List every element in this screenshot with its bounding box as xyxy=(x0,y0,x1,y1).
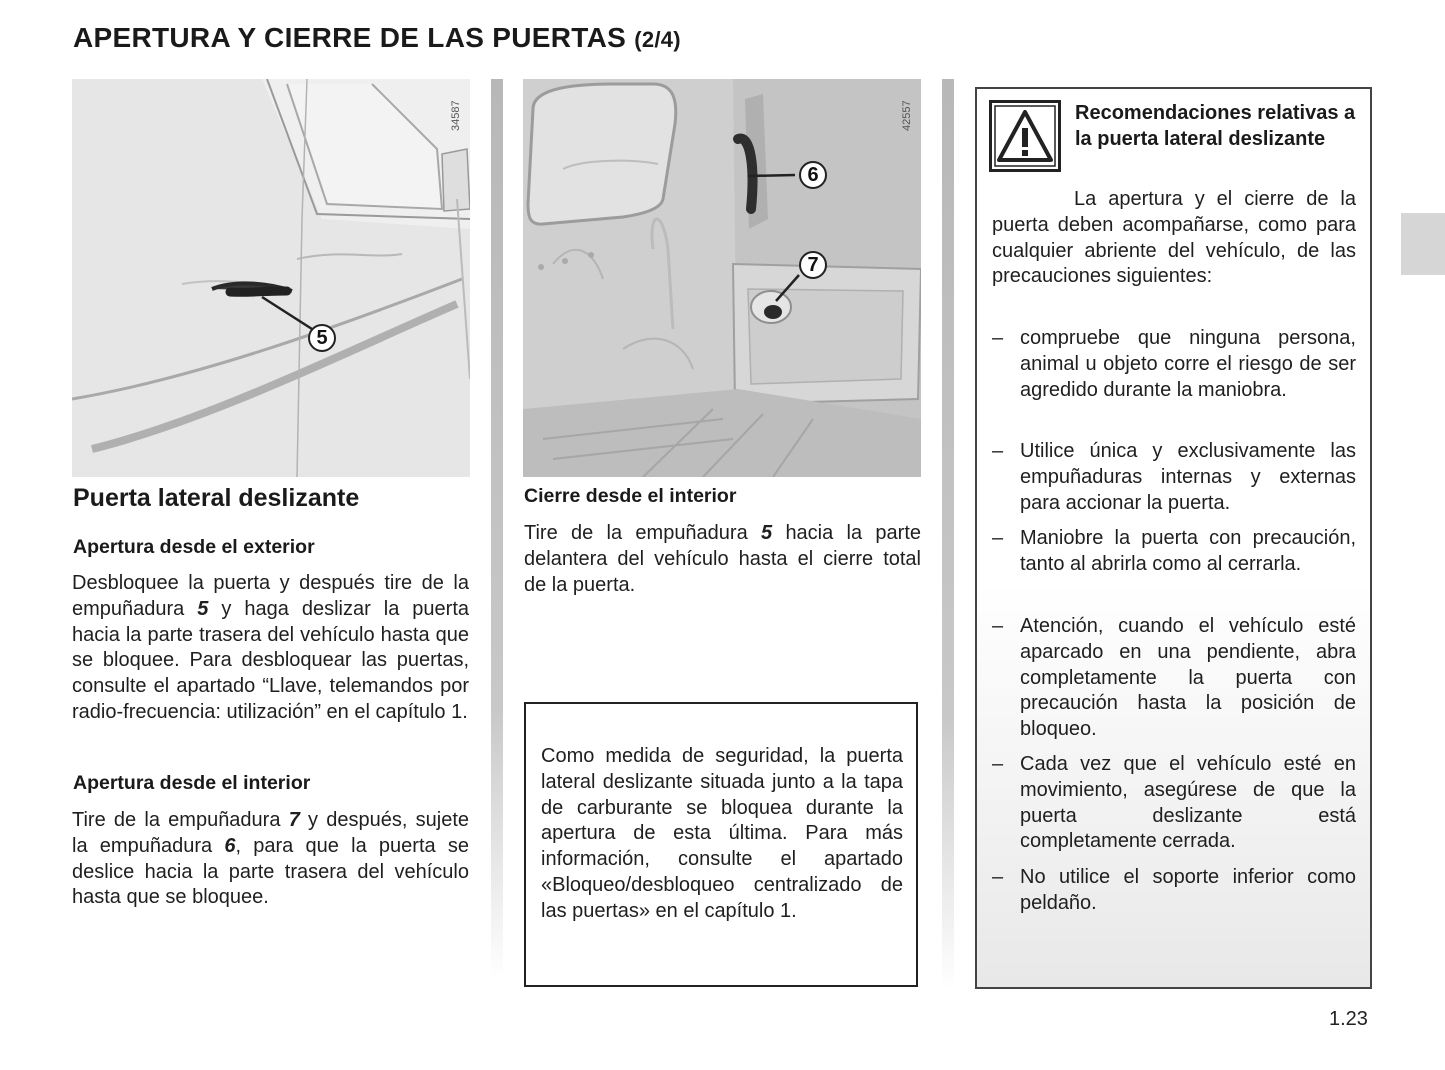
text-run: Tire de la empuñadura xyxy=(524,522,762,544)
text-run: hacia la parte delantera del vehículo hasta el cierre total de la puerta. xyxy=(524,522,921,596)
list-dash: – xyxy=(992,615,1004,637)
warning-intro xyxy=(992,187,1356,290)
paragraph-interior-opening xyxy=(72,808,469,911)
figure-exterior-door xyxy=(72,79,470,477)
page-title-text: APERTURA Y CIERRE DE LAS PUERTAS xyxy=(73,22,627,53)
subheading-interior-closing: Cierre desde el interior xyxy=(524,485,737,507)
safety-note-text: Como medida de seguridad, la puerta lateral deslizante situada junto a la tapa de carburante se bloquea durante la apertura de esta última. Para más información, consulte el apartado «Bloqueo/desbloqueo centralizado de las puertas» en el capítulo 1. xyxy=(541,745,903,922)
warning-list-item xyxy=(992,865,1356,917)
warning-title: Recomendaciones relativas a la puerta lateral deslizante xyxy=(1075,102,1356,150)
handle-ref-5: 5 xyxy=(761,522,773,544)
page-title-suffix: (2/4) xyxy=(634,27,681,52)
handle-ref-5: 5 xyxy=(197,597,209,620)
exterior-door-illustration xyxy=(72,79,470,477)
figure-id-middle: 42557 xyxy=(901,100,913,131)
list-item-text: Utilice única y exclusivamente las empuñaduras internas y externas para accionar la puerta. xyxy=(1020,440,1356,514)
list-item-text: No utilice el soporte inferior como peldaño. xyxy=(1020,866,1356,914)
figure-id-left: 34587 xyxy=(450,100,462,131)
text-run: , para que la puerta se deslice hacia la parte trasera del vehículo hasta que se bloquee. xyxy=(72,834,469,909)
handle-ref-7: 7 xyxy=(288,809,300,831)
handle-ref-6: 6 xyxy=(224,834,236,857)
warning-list-item xyxy=(992,326,1356,403)
paragraph-exterior-opening xyxy=(72,571,469,726)
list-dash: – xyxy=(992,440,1004,462)
text-run: y después, sujete la empuñadura xyxy=(72,809,469,857)
chapter-tab-marker xyxy=(1401,213,1445,275)
subheading-exterior-opening: Apertura desde el exterior xyxy=(73,536,315,558)
list-dash: – xyxy=(992,527,1004,549)
list-dash: – xyxy=(992,753,1004,775)
text-run: y haga deslizar la puerta hacia la parte trasera del vehículo hasta que se bloquee. Para desbloquear las puertas, consulte el apartado “Llave, telemandos por radio-frecuencia: utilización” en el capítulo 1. xyxy=(72,597,469,723)
callout-7: 7 xyxy=(799,251,827,279)
page-title xyxy=(73,22,681,54)
column-divider-right xyxy=(942,79,954,989)
warning-intro-text: La apertura y el cierre de la puerta deben acompañarse, como para cualquier abriente del vehículo, de las precauciones siguientes: xyxy=(992,188,1356,288)
page-number: 1.23 xyxy=(1329,1008,1368,1030)
column-divider-left xyxy=(491,79,503,979)
list-dash: – xyxy=(992,327,1004,349)
callout-6: 6 xyxy=(799,161,827,189)
list-dash: – xyxy=(992,866,1004,888)
warning-list-item xyxy=(992,439,1356,516)
figure-interior-door xyxy=(523,79,921,477)
warning-list-item xyxy=(992,614,1356,743)
list-item-text: Cada vez que el vehículo esté en movimiento, asegúrese de que la puerta deslizante está completamente cerrada. xyxy=(1020,753,1356,853)
list-item-text: Atención, cuando el vehículo esté aparcado en una pendiente, abra completamente la puerta con precaución hasta la posición de bloqueo. xyxy=(1020,615,1356,741)
text-run: Tire de la empuñadura xyxy=(72,809,289,831)
interior-door-illustration xyxy=(523,79,921,477)
list-item-text: Maniobre la puerta con precaución, tanto al abrirla como al cerrarla. xyxy=(1020,527,1356,575)
warning-icon xyxy=(989,100,1061,172)
section-heading-sliding-door: Puerta lateral deslizante xyxy=(73,484,360,512)
warning-list-item xyxy=(992,526,1356,578)
callout-5: 5 xyxy=(308,324,336,352)
warning-list-item xyxy=(992,752,1356,855)
subheading-interior-opening: Apertura desde el interior xyxy=(73,772,311,794)
list-item-text: compruebe que ninguna persona, animal u objeto corre el riesgo de ser agredido durante la maniobra. xyxy=(1020,327,1356,401)
paragraph-interior-closing xyxy=(524,521,921,598)
text-run: Desbloquee la puerta y después tire de la empuñadura xyxy=(72,572,469,620)
